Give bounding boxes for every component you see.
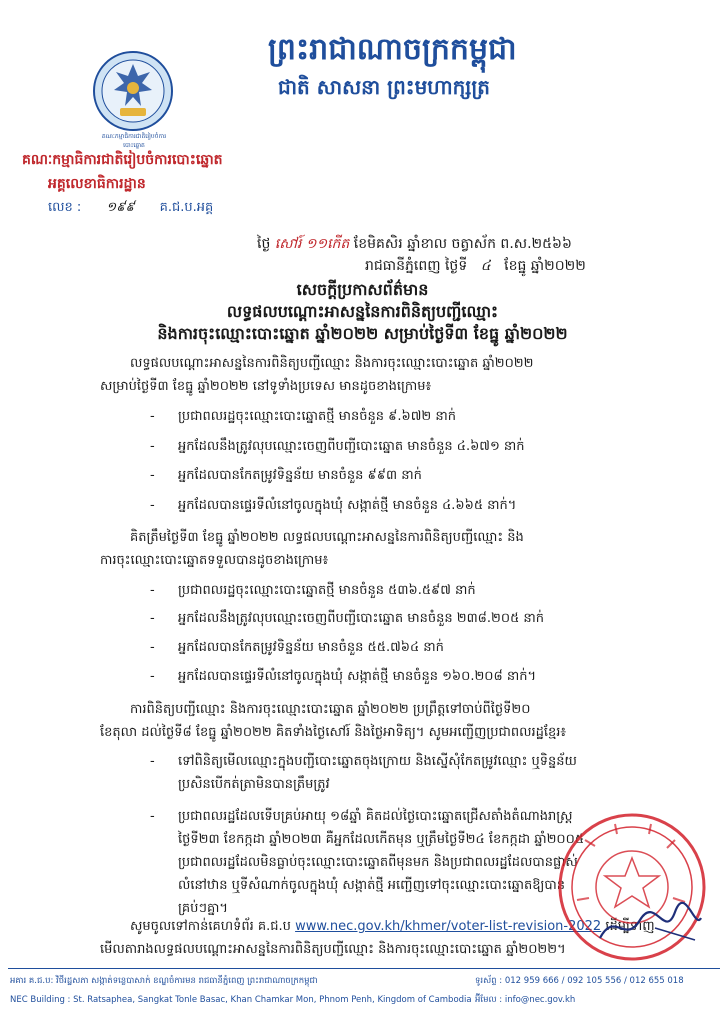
document-subtitle-1: លទ្ធផលបណ្តោះអាសន្ននៃការពិនិត្យបញ្ជីឈ្មោះ [226, 302, 499, 321]
footer-phone [475, 976, 684, 988]
list-item: - អ្នកដែលបានកែតម្រូវទិន្នន័យ មានចំនួន ៩៩៣ នាក់ [150, 468, 422, 483]
signature-icon [595, 900, 705, 950]
seal-caption: គណៈកម្មាធិការជាតិរៀបចំការបោះឆ្នោត [101, 133, 167, 149]
intro-2-line-1: គិតត្រឹមថ្ងៃទី៣ ខែធ្នូ ឆ្នាំ២០២២ លទ្ធផលបណ្តោះអាសន្ននៃការពិនិត្យបញ្ជីឈ្មោះ និង [130, 530, 524, 545]
list-item: - អ្នកដែលនឹងត្រូវលុបឈ្មោះចេញពីបញ្ជីបោះឆ្នោត មានចំនួន ៤.៦៧១ នាក់ [150, 439, 525, 454]
secretariat-name: អគ្គលេខាធិការដ្ឋាន [48, 176, 146, 192]
intro-paragraph-1 [100, 352, 720, 398]
nec-seal-icon [92, 50, 174, 132]
intro-3-line-2: ខែតុលា ដល់ថ្ងៃទី៨ ខែធ្នូ ឆ្នាំ២០២២ គិតទាំងថ្ងៃសៅរ៍ និងថ្ងៃអាទិត្យ។ សូមអញ្ជើញប្រជាពលរដ្ឋខ្មែរ៖ [100, 725, 567, 740]
lunar-date [257, 234, 572, 255]
list-item: - អ្នកដែលបានផ្ទេរទីលំនៅចូលក្នុងឃុំ សង្កាត់ថ្មី មានចំនួន ៤.៦៦៥ នាក់។ [150, 498, 517, 513]
footer-divider [8, 968, 720, 969]
email-value[interactable]: info@nec.gov.kh [504, 995, 576, 1005]
closing-suffix: ដើម្បីទាញ [601, 919, 655, 934]
closing-prefix: សូមចូលទៅកាន់គេហទំព័រ គ.ជ.ប [130, 919, 291, 934]
list-item: - ប្រជាពលរដ្ឋដែលទើបគ្រប់អាយុ ១៨ឆ្នាំ គិតដល់ថ្ងៃបោះឆ្នោតជ្រើសតាំងតំណាងរាស្ត្រ ថ្ងៃទី២៣ ខែកក្កដា ឆ្នាំ២០២៣ គឺអ្នកដែលកើតមុន ឬត្រឹមថ្ងៃទី២៤ ខែកក្កដា ឆ្នាំ២០០៥ ប្រជាពលរដ្ឋដែលមិនធ្លាប់ចុះឈ្មោះបោះឆ្នោតពីមុនមក និងប្រជាពលរដ្ឋដែលបានផ្លាស់ លំនៅឋាន ឬទីសំណាក់ចូលក្នុងឃុំ សង្កាត់ថ្មី អញ្ជើញទៅចុះឈ្មោះបោះឆ្នោតឱ្យបាន គ្រប់ៗគ្នា។ [150, 809, 585, 916]
list-item: - ប្រជាពលរដ្ឋចុះឈ្មោះបោះឆ្នោតថ្មី មានចំនួន ៩.៦៧២ នាក់ [150, 409, 456, 424]
list-item: - អ្នកដែលបានផ្ទេរទីលំនៅចូលក្នុងឃុំ សង្កាត់ថ្មី មានចំនួន ១៦០.២០៨ នាក់។ [150, 669, 537, 684]
ref-label: លេខ : [48, 200, 82, 215]
ref-number: ១៩៩ [106, 200, 135, 215]
list-item: - អ្នកដែលបានកែតម្រូវទិន្នន័យ មានចំនួន ៥៥.៧៦៤ នាក់ [150, 640, 444, 655]
intro-1-line-2: សម្រាប់ថ្ងៃទី៣ ខែធ្នូ ឆ្នាំ២០២២ នៅទូទាំងប្រទេស មានដូចខាងក្រោម៖ [100, 379, 432, 394]
ref-suffix: គ.ជ.ប.អគ្គ [159, 200, 214, 215]
solar-day: ៤ [480, 258, 491, 274]
lunar-prefix: ថ្ងៃ [257, 236, 271, 252]
intro-1-line-1: លទ្ធផលបណ្តោះអាសន្ននៃការពិនិត្យបញ្ជីឈ្មោះ និងការចុះឈ្មោះបោះឆ្នោត ឆ្នាំ២០២២ [130, 356, 534, 371]
list-item: - ទៅពិនិត្យមើលឈ្មោះក្នុងបញ្ជីបោះឆ្នោតចុងក្រោយ និងស្នើសុំកែតម្រូវឈ្មោះ ឬទិន្នន័យ ប្រសិនបើកត់ត្រាមិនបានត្រឹមត្រូវ [150, 754, 577, 792]
lunar-rest: ខែមិគសិរ ឆ្នាំខាល ចត្វាស័ក ព.ស.២៥៦៦ [353, 236, 572, 252]
solar-date [365, 256, 586, 277]
email-label: អ៊ីមែល : [475, 995, 503, 1005]
list-item: - អ្នកដែលនឹងត្រូវលុបឈ្មោះចេញពីបញ្ជីបោះឆ្នោត មានចំនួន ២៣៨.២០៥ នាក់ [150, 611, 545, 626]
intro-paragraph-2 [100, 526, 720, 572]
intro-3-line-1: ការពិនិត្យបញ្ជីឈ្មោះ និងការចុះឈ្មោះបោះឆ្នោត ឆ្នាំ២០២២ ប្រព្រឹត្តទៅចាប់ពីថ្ងៃទី២០ [130, 702, 531, 717]
phone-value: 012 959 666 / 092 105 556 / 012 655 018 [504, 976, 684, 986]
solar-prefix: រាជធានីភ្នំពេញ ថ្ងៃទី [365, 258, 468, 274]
footer-address-en: NEC Building : St. Ratsaphea, Sangkat Tonle Basac, Khan Chamkar Mon, Phnom Penh, Kingdom of Cambodia [10, 995, 472, 1005]
website-link[interactable]: www.nec.gov.kh/khmer/voter-list-revision-2022 [295, 919, 602, 934]
national-motto: ជាតិ សាសនា ព្រះមហាក្សត្រ [278, 75, 490, 99]
document-subtitle-2: និងការចុះឈ្មោះបោះឆ្នោត ឆ្នាំ២០២២ សម្រាប់ថ្ងៃទី៣ ខែធ្នូ ឆ្នាំ២០២២ [157, 324, 568, 343]
intro-2-line-2: ការចុះឈ្មោះបោះឆ្នោតទទួលបានដូចខាងក្រោម៖ [100, 553, 329, 568]
committee-name: គណៈកម្មាធិការជាតិរៀបចំការបោះឆ្នោត [22, 152, 223, 168]
footer-email [475, 995, 575, 1007]
lunar-day: សៅរ៍ ១១កើត [274, 236, 350, 252]
footer-address-kh: អគារ គ.ជ.ប: វិថីរដ្ឋសភា សង្កាត់ទន្លេបាសាក់ ខណ្ឌចំការមន រាជធានីភ្នំពេញ ព្រះរាជាណាចក្រកម្ពុជា [10, 976, 318, 986]
intro-paragraph-3 [100, 698, 720, 744]
phone-label: ទូរស័ព្ទ : [475, 976, 503, 986]
reference-number [48, 199, 213, 218]
kingdom-heading: ព្រះរាជាណាចក្រកម្ពុជា [268, 32, 517, 67]
document-title: សេចក្តីប្រកាសព័ត៌មាន [296, 280, 429, 299]
list-item: - ប្រជាពលរដ្ឋចុះឈ្មោះបោះឆ្នោតថ្មី មានចំនួន ៥៣៦.៥៩៧ នាក់ [150, 583, 476, 598]
closing-line-2: មើលតារាងលទ្ធផលបណ្តោះអាសន្ននៃការពិនិត្យបញ្ជីឈ្មោះ និងការចុះឈ្មោះបោះឆ្នោត ឆ្នាំ២០២២។ [100, 942, 566, 957]
solar-rest: ខែធ្នូ ឆ្នាំ២០២២ [504, 258, 586, 274]
